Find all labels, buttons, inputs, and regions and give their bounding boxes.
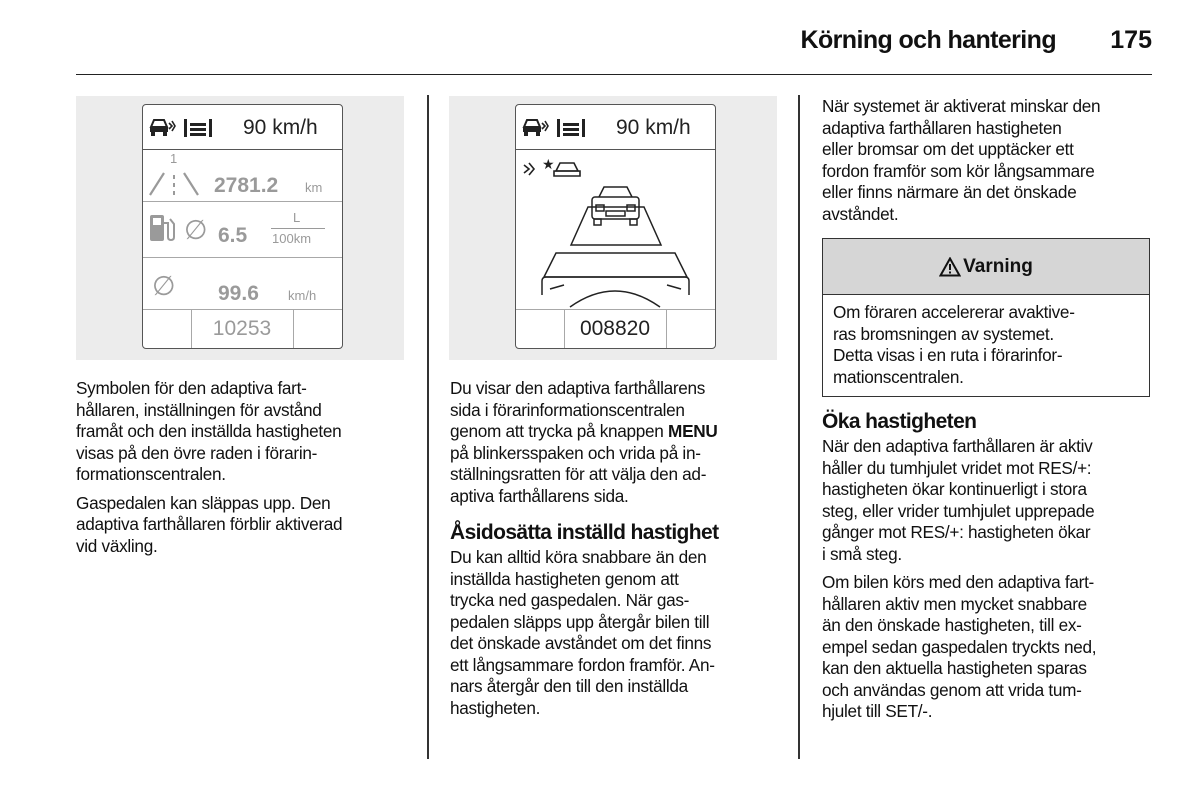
paragraph-increase: När den adaptiva farthållaren är aktiv håller du tumhjulet vridet mot RES/+: hastigheten ökar kontinuerligt i stora steg, eller vrider tumhjulet upprepade gånger mot RES/+: hastigheten ökar i små steg.	[822, 436, 1095, 564]
info-display	[142, 104, 343, 349]
warning-header	[823, 239, 1149, 295]
distance-bars-icon	[184, 117, 214, 139]
avg-symbol: ∅	[184, 215, 208, 245]
menu-keyword: MENU	[668, 421, 718, 441]
avg-speed-unit: km/h	[288, 288, 317, 303]
trip-unit: km	[305, 180, 323, 195]
warning-body: Om föraren accelererar avaktive- ras bromsningen av systemet. Detta visas i en ruta i förarinfor- mationscentralen.	[833, 302, 1075, 387]
distance-bars-icon	[557, 117, 587, 139]
paragraph-menu: Du visar den adaptiva farthållarens sida i förarinformationscentralen genom att trycka på knappen MENU på blinkersspaken och vrida på in- ställningsratten för att välja den ad- aptiva farthållarens sida.	[450, 378, 718, 506]
column-divider-1	[427, 95, 429, 759]
fuel-unit-top: L	[293, 210, 301, 225]
header-rule	[76, 74, 1152, 75]
trip-distance: 2781.2	[214, 174, 279, 197]
paragraph-override: Du kan alltid köra snabbare än den inställda hastigheten genom att trycka ned gaspedalen. När gas- pedalen släpps upp återgår bilen till det önskade avståndet om det finns ett långsammare fordon framför. An- nars återgår den till den inställda hastigheten.	[450, 547, 715, 718]
fuel-unit-bottom: 100km	[272, 231, 312, 246]
warning-title: Varning	[963, 255, 1033, 277]
figure-display-trip	[76, 96, 404, 360]
avg-speed: 99.6	[218, 282, 259, 305]
warning-box	[822, 238, 1150, 397]
page-number: 175	[1110, 26, 1152, 54]
column-2	[450, 378, 790, 726]
avg-speed-symbol: ∅	[152, 271, 176, 301]
column-3-top	[822, 96, 1162, 232]
paragraph-store-speed: Om bilen körs med den adaptiva fart- hållaren aktiv men mycket snabbare än den önskade hastigheten, till ex- empel sedan gaspedalen tryckts ned, kan den aktuella hastigheten sparas och användas genom att vrida tum- hjulet till SET/-.	[822, 572, 1097, 721]
fuel-unit-fraction-bar	[271, 228, 325, 229]
acc-car-icon	[521, 115, 551, 139]
odometer: 008820	[579, 317, 651, 340]
set-speed: 90 km/h	[616, 116, 691, 139]
trip-marker: 1	[170, 151, 178, 166]
paragraph-active: När systemet är aktiverat minskar den adaptiva farthållaren hastigheten eller bromsar om det upptäcker ett fordon framför som kör långsammare eller finns närmare än det önskade avståndet.	[822, 96, 1101, 224]
heading-increase-speed: Öka hastigheten	[822, 410, 977, 433]
fuel-pump-icon	[148, 213, 178, 245]
column-3-bottom	[822, 400, 1162, 730]
set-speed: 90 km/h	[243, 116, 318, 139]
odometer: 10253	[212, 317, 272, 340]
figure-display-acc	[449, 96, 777, 360]
column-divider-2	[798, 95, 800, 759]
svg-text:★: ★	[542, 157, 555, 173]
paragraph-1: Symbolen för den adaptiva fart- hållaren, inställningen för avstånd framåt och den inställda hastigheten visas på den övre raden i förarin- formationscentralen.	[76, 378, 342, 484]
acc-car-icon	[148, 115, 178, 139]
section-title: Körning och hantering	[800, 26, 1056, 54]
vehicle-ahead-scene	[516, 149, 715, 309]
acc-display	[515, 104, 716, 349]
fuel-consumption: 6.5	[218, 224, 248, 247]
heading-override: Åsidosätta inställd hastighet	[450, 521, 719, 544]
paragraph-2: Gaspedalen kan släppas upp. Den adaptiva farthållaren förblir aktiverad vid växling.	[76, 492, 343, 556]
warning-triangle-icon	[939, 257, 961, 277]
column-1	[76, 378, 416, 564]
